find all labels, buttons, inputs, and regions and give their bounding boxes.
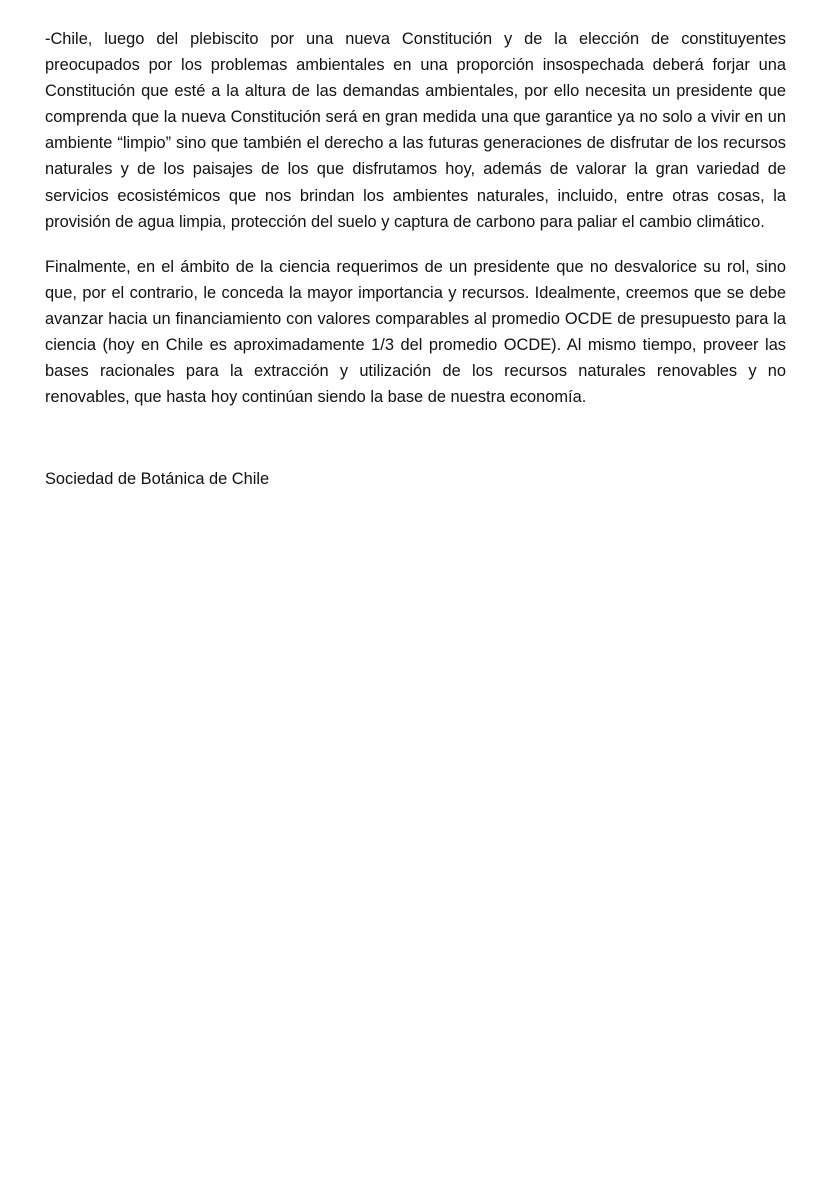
signature: Sociedad de Botánica de Chile: [45, 470, 270, 489]
document-body: [45, 26, 786, 492]
paragraph-science: Finalmente, en el ámbito de la ciencia requerimos de un presidente que no desvalorice su rol, sino que, por el contrario, le conceda la mayor importancia y recursos. Idealmente, creemos que se debe avanzar hacia un financiamiento con valores comparables al promedio OCDE de presupuesto para la ciencia (hoy en Chile es aproximadamente 1/3 del promedio OCDE). Al mismo tiempo, proveer las bases racionales para la extracción y utilización de los recursos naturales renovables y no renovables, que hasta hoy continúan siendo la base de nuestra economía.: [45, 257, 786, 407]
paragraph-environment: -Chile, luego del plebiscito por una nueva Constitución y de la elección de constituyentes preocupados por los problemas ambientales en una proporción insospechada deberá forjar una Constitución que esté a la altura de las demandas ambientales, por ello necesita un presidente que comprenda que la nueva Constitución será en gran medida una que garantice ya no solo a vivir en un ambiente “limpio” sino que también el derecho a las futuras generaciones de disfrutar de los recursos naturales y de los paisajes de los que disfrutamos hoy, además de valorar la gran variedad de servicios ecosistémicos que nos brindan los ambientes naturales, incluido, entre otras cosas, la provisión de agua limpia, protección del suelo y captura de carbono para paliar el cambio climático.: [45, 30, 786, 231]
